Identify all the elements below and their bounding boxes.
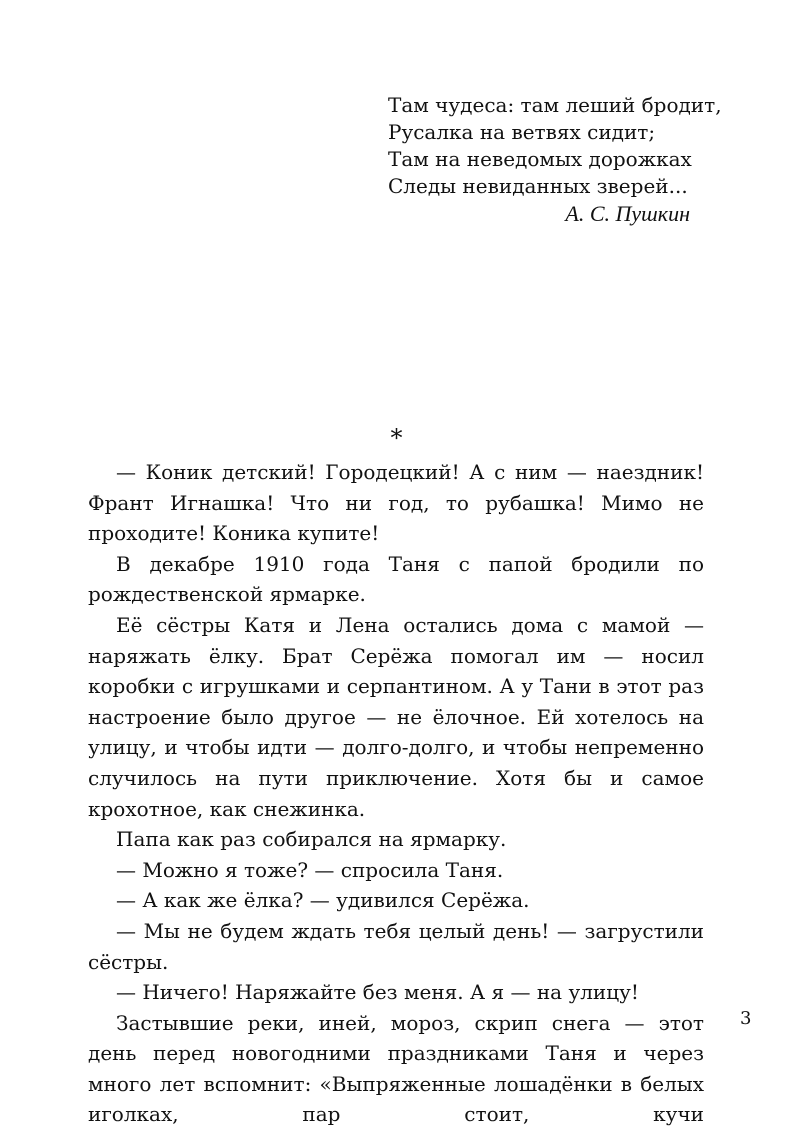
epigraph-line: Русалка на ветвях сидит; bbox=[388, 120, 656, 144]
paragraph: — Коник детский! Городецкий! А с ним — наездник! Франт Игнашка! Что ни год, то рубашка! Мимо не проходите! Коника купите! bbox=[88, 460, 704, 546]
epigraph-line: Там чудеса: там леший бродит, bbox=[388, 93, 722, 117]
section-separator: * bbox=[390, 424, 403, 452]
epigraph-line: Там на неведомых дорожках bbox=[388, 147, 692, 171]
epigraph-author: А. С. Пушкин bbox=[565, 201, 690, 226]
paragraph: — А как же ёлка? — удивился Серёжа. bbox=[116, 888, 530, 913]
epigraph-line: Следы невиданных зверей... bbox=[388, 174, 688, 198]
paragraph: В декабре 1910 года Таня с папой бродили по рождественской ярмарке. bbox=[88, 551, 704, 607]
paragraph: Папа как раз собирался на ярмарку. bbox=[116, 827, 507, 852]
epigraph bbox=[388, 92, 722, 227]
paragraph: — Ничего! Наряжайте без меня. А я — на улицу! bbox=[116, 980, 639, 1005]
page-number: 3 bbox=[740, 1008, 752, 1029]
paragraph: Застывшие реки, иней, мороз, скрип снега — этот день перед новогодними праздниками Таня и через много лет вспомнит: «Выпряженные лошадёнки в белых иголках, пар стоит, кучи bbox=[88, 1010, 704, 1127]
body-text bbox=[88, 457, 704, 1130]
paragraph: — Мы не будем ждать тебя целый день! — загрустили сёстры. bbox=[88, 918, 704, 974]
paragraph: — Можно я тоже? — спросила Таня. bbox=[116, 857, 504, 882]
paragraph: Её сёстры Катя и Лена остались дома с мамой — наряжать ёлку. Брат Серёжа помогал им — носил коробки с игрушками и серпантином. А у Тани в этот раз настроение было другое — не ёлочное. Ей хотелось на улицу, и чтобы идти — долго-долго, и чтобы непременно случилось на пути приключение. Хотя бы и самое крохотное, как снежинка. bbox=[88, 612, 704, 821]
